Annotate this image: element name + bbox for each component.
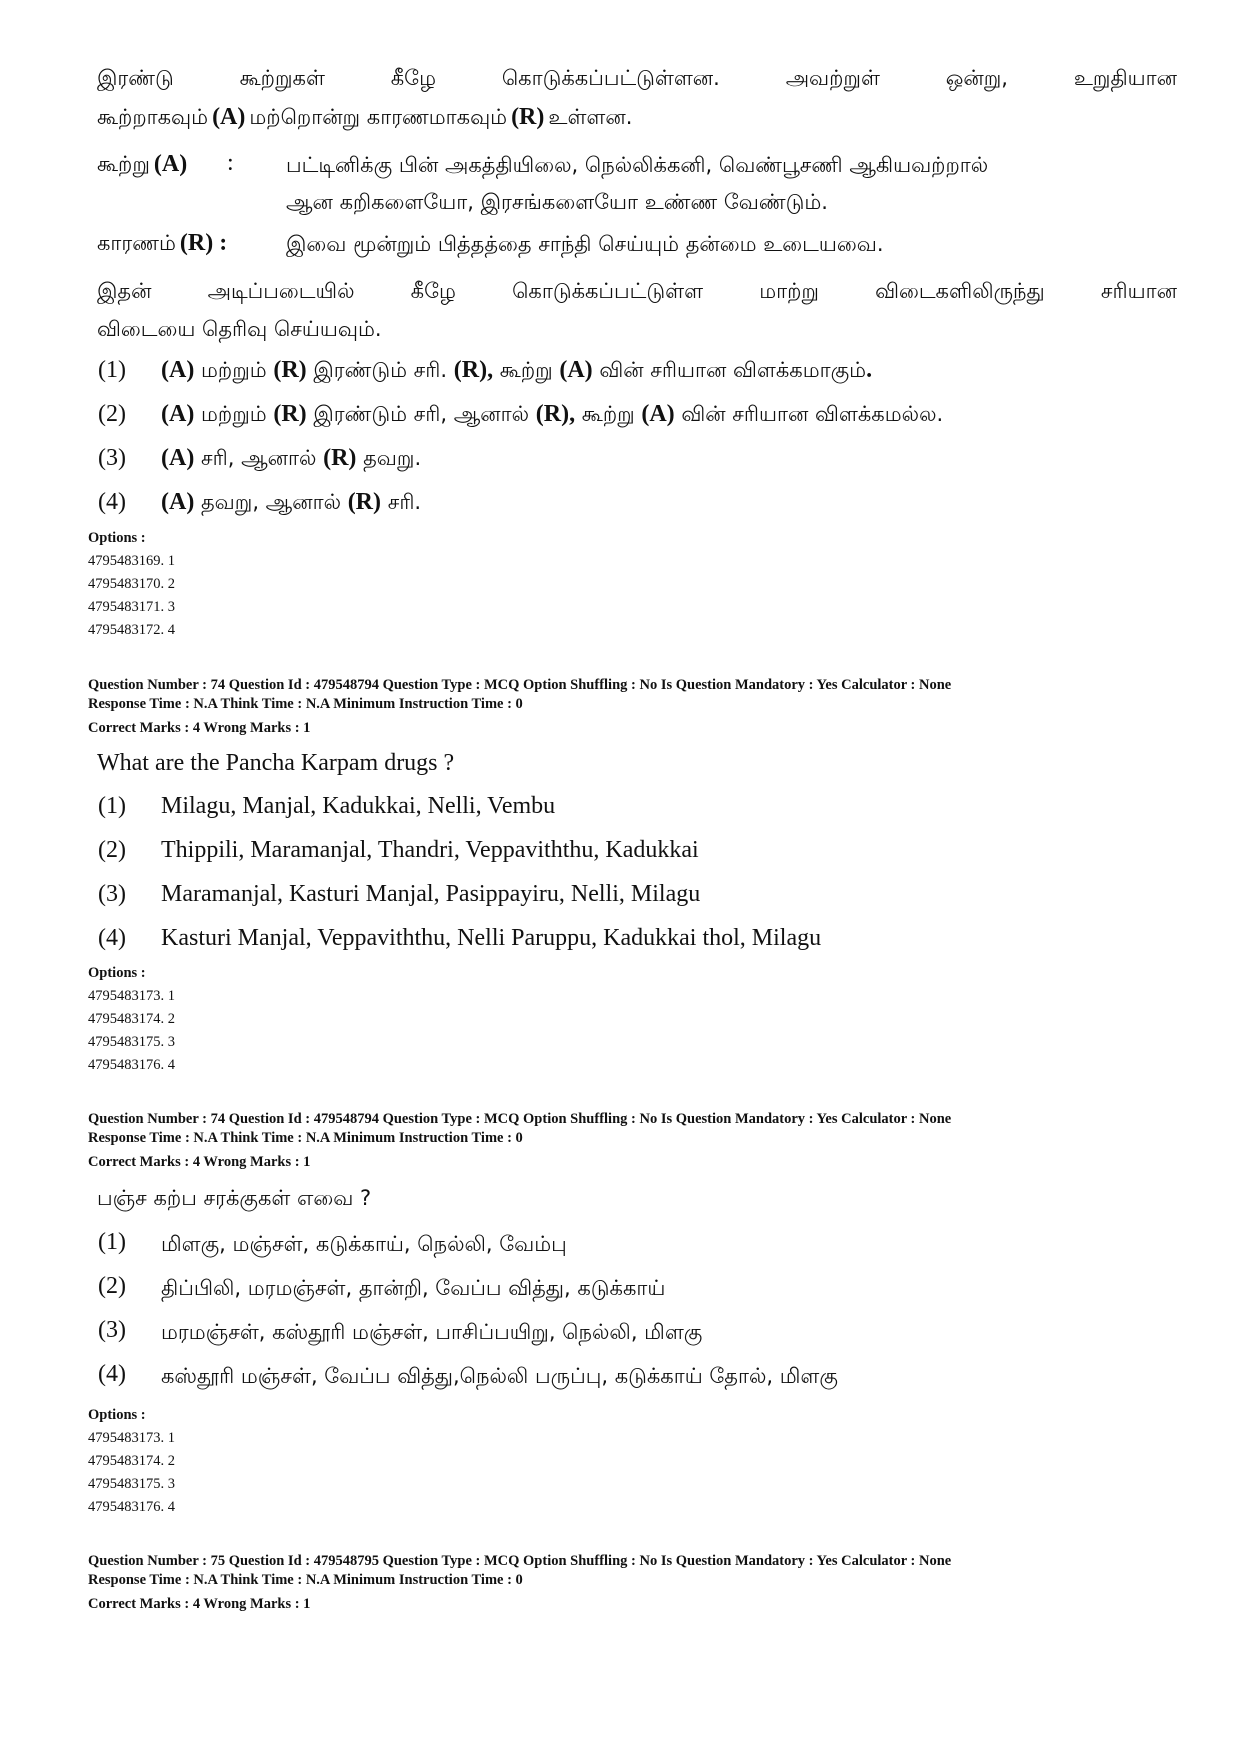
q75-meta-line2: Response Time : N.A Think Time : N.A Minimum Instruction Time : 0 [88,1572,523,1588]
q74-choice-2-num: (2) [98,837,126,863]
assertion-line1: பட்டினிக்கு பின் அகத்தியிலை, நெல்லிக்கனி, வெண்பூசணி ஆகியவற்றால் [286,153,989,177]
assertion-colon: : [227,150,234,176]
q74-ta-choice-4-text: கஸ்தூரி மஞ்சள், வேப்ப வித்து,நெல்லி பருப்பு, கடுக்காய் தோல், மிளகு [161,1364,838,1388]
reason-label: காரணம் (R) : [97,230,228,256]
q73-option-id: 4795483172. 4 [88,622,175,638]
q74-ta-meta-line1: Question Number : 74 Question Id : 479548794 Question Type : MCQ Option Shuffling : No Is Question Mandatory : Yes Calculator : None [88,1111,952,1127]
reason-text: இவை மூன்றும் பித்தத்தை சாந்தி செய்யும் தன்மை உடையவை. [286,232,884,256]
q74-option-id: 4795483176. 4 [88,1057,175,1073]
q74-question-text: What are the Pancha Karpam drugs ? [97,750,455,776]
q73-option-id: 4795483170. 2 [88,576,175,592]
q74-meta-line1: Question Number : 74 Question Id : 479548794 Question Type : MCQ Option Shuffling : No Is Question Mandatory : Yes Calculator : None [88,677,952,693]
q74-ta-choice-1-num: (1) [98,1229,126,1255]
q74-ta-choice-3-num: (3) [98,1317,126,1343]
q74-choice-3-num: (3) [98,881,126,907]
q74-ta-meta-line2: Response Time : N.A Think Time : N.A Minimum Instruction Time : 0 [88,1130,523,1146]
q74-ta-option-id: 4795483173. 1 [88,1430,175,1446]
assertion-label: கூற்று (A) [97,151,188,177]
q73-intro-line2: கூற்றாகவும் (A) மற்றொன்று காரணமாகவும் (R) உள்ளன. [97,104,633,130]
q74-meta-line2: Response Time : N.A Think Time : N.A Minimum Instruction Time : 0 [88,696,523,712]
q75-meta-line3: Correct Marks : 4 Wrong Marks : 1 [88,1596,311,1612]
q74-ta-choice-1-text: மிளகு, மஞ்சள், கடுக்காய், நெல்லி, வேம்பு [161,1232,567,1256]
q73-option-id: 4795483171. 3 [88,599,175,615]
assertion-line2: ஆன கறிகளையோ, இரசங்களையோ உண்ண வேண்டும். [286,190,828,214]
q74-ta-option-id: 4795483176. 4 [88,1499,175,1515]
q74-choice-1-num: (1) [98,793,126,819]
q74-choice-1-text: Milagu, Manjal, Kadukkai, Nelli, Vembu [161,793,556,819]
q74-ta-choice-3-text: மரமஞ்சள், கஸ்தூரி மஞ்சள், பாசிப்பயிறு, நெல்லி, மிளகு [161,1320,703,1344]
q74-ta-choice-2-text: திப்பிலி, மரமஞ்சள், தான்றி, வேப்ப வித்து, கடுக்காய் [161,1276,666,1300]
q74-choice-4-num: (4) [98,925,126,951]
q74-ta-question-text: பஞ்ச கற்ப சரக்குகள் எவை ? [97,1186,372,1210]
instruction-line2: விடையை தெரிவு செய்யவும். [97,317,382,341]
q74-choice-3-text: Maramanjal, Kasturi Manjal, Pasippayiru, Nelli, Milagu [161,881,701,907]
q75-meta-line1: Question Number : 75 Question Id : 479548795 Question Type : MCQ Option Shuffling : No Is Question Mandatory : Yes Calculator : None [88,1553,952,1569]
q74-ta-meta-line3: Correct Marks : 4 Wrong Marks : 1 [88,1154,311,1170]
q74-options-label: Options : [88,965,146,981]
q74-ta-options-label: Options : [88,1407,146,1423]
q74-option-id: 4795483174. 2 [88,1011,175,1027]
q73-intro-line1: இரண்டு கூற்றுகள் கீழே கொடுக்கப்பட்டுள்ளன. அவற்றுள் ஒன்று, உறுதியான [97,66,1177,90]
q74-option-id: 4795483175. 3 [88,1034,175,1050]
q74-choice-4-text: Kasturi Manjal, Veppaviththu, Nelli Paruppu, Kadukkai thol, Milagu [161,925,822,951]
q73-option-id: 4795483169. 1 [88,553,175,569]
q74-ta-choice-4-num: (4) [98,1361,126,1387]
q74-ta-option-id: 4795483174. 2 [88,1453,175,1469]
instruction-line1: இதன் அடிப்படையில் கீழே கொடுக்கப்பட்டுள்ள மாற்று விடைகளிலிருந்து சரியான [97,279,1177,303]
q74-meta-line3: Correct Marks : 4 Wrong Marks : 1 [88,720,311,736]
q74-option-id: 4795483173. 1 [88,988,175,1004]
q74-ta-option-id: 4795483175. 3 [88,1476,175,1492]
q74-ta-choice-2-num: (2) [98,1273,126,1299]
q73-options-label: Options : [88,530,146,546]
q74-choice-2-text: Thippili, Maramanjal, Thandri, Veppaviththu, Kadukkai [161,837,699,863]
